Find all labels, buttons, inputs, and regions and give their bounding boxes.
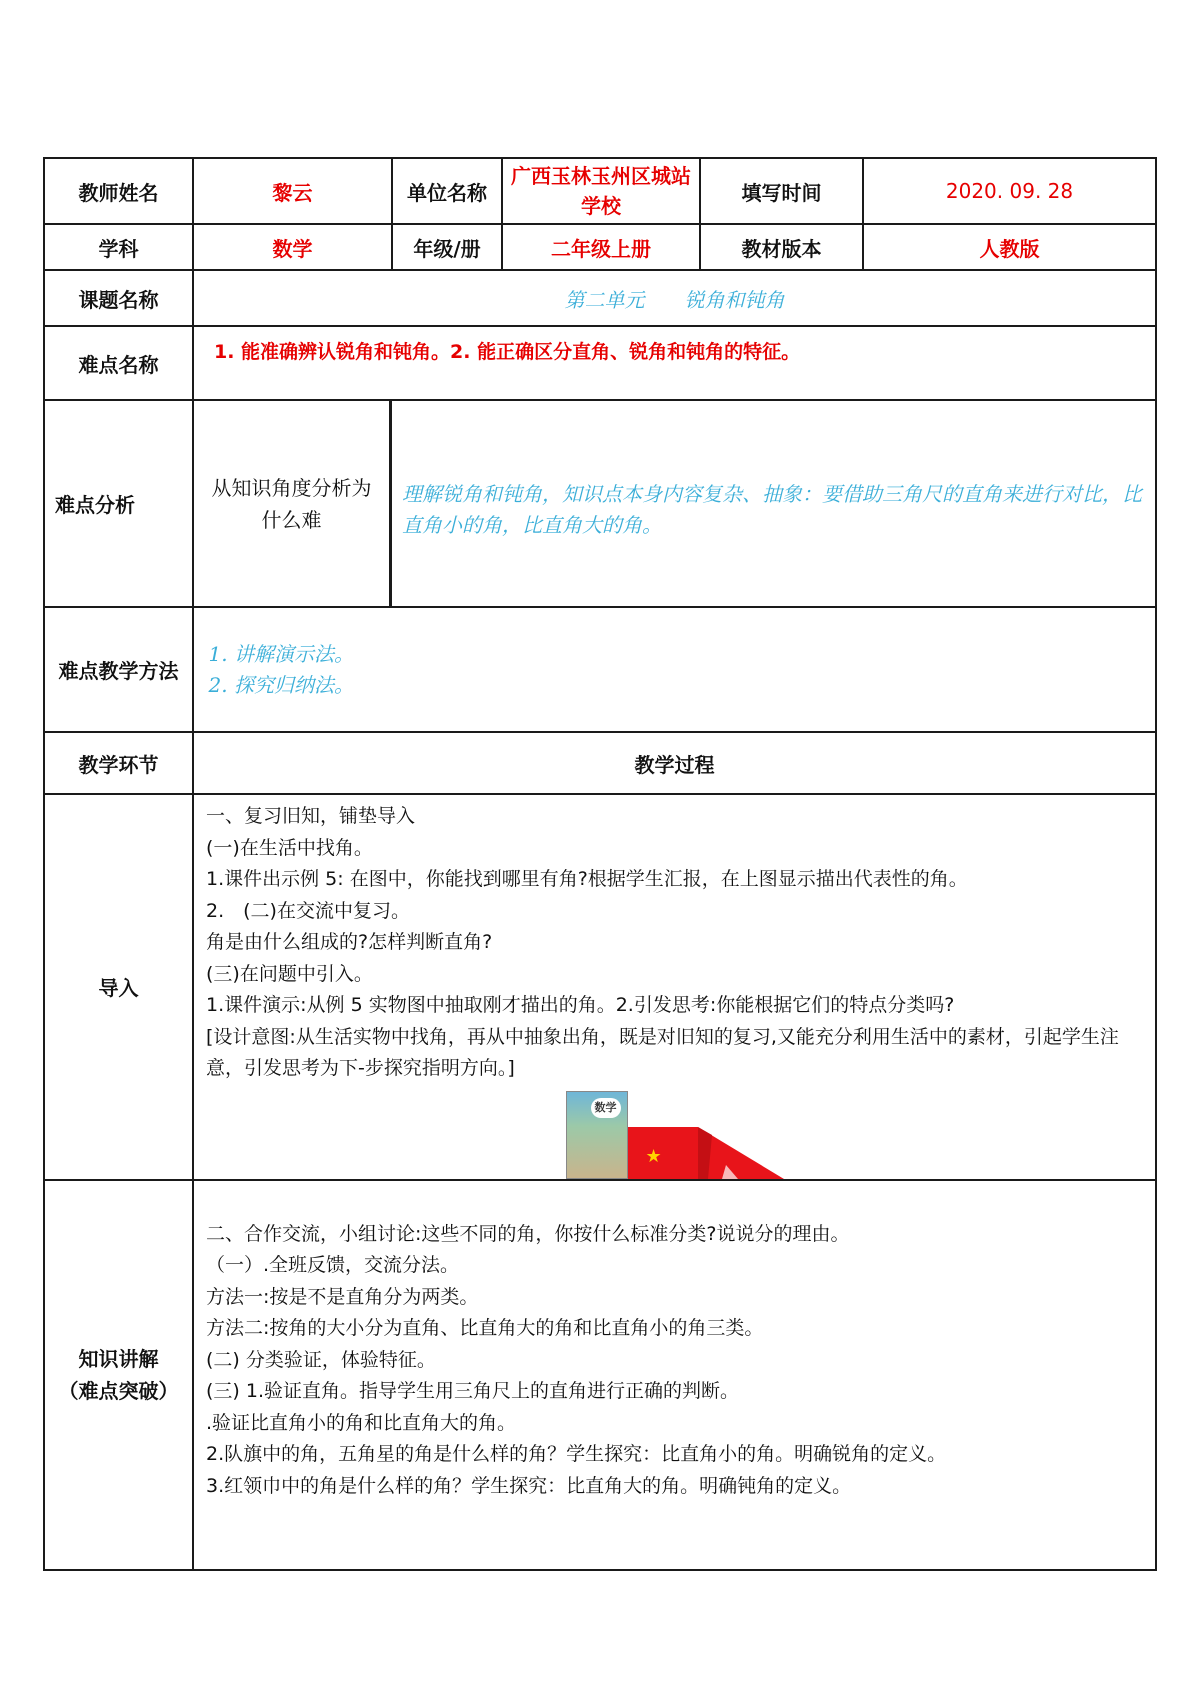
teacher-name-value: 黎云 xyxy=(193,158,392,224)
math-textbook-image xyxy=(566,1091,628,1179)
method-label: 难点教学方法 xyxy=(44,607,193,732)
knowledge-line: 二、合作交流，小组讨论:这些不同的角，你按什么标准分类?说说分的理由。 xyxy=(206,1222,850,1245)
knowledge-line: 方法一:按是不是直角分为两类。 xyxy=(206,1285,479,1308)
knowledge-label xyxy=(44,1180,193,1570)
subject-value: 数学 xyxy=(193,224,392,270)
process-stage-label: 教学环节 xyxy=(44,732,193,794)
edition-label: 教材版本 xyxy=(700,224,863,270)
difficulty-row xyxy=(44,326,1156,400)
difficulty-value: 1. 能准确辨认锐角和钝角。2. 能正确区分直角、锐角和钝角的特征。 xyxy=(193,326,1156,400)
intro-line: [设计意图:从生活实物中找角，再从中抽象出角，既是对旧知的复习,又能充分利用生活中的素材，引起学生注意，引发思考为下-步探究指明方向。] xyxy=(206,1025,1119,1079)
analysis-row xyxy=(44,400,1156,607)
header-row-1 xyxy=(44,158,1156,224)
knowledge-row xyxy=(44,1180,1156,1570)
knowledge-line: （一）.全班反馈，交流分法。 xyxy=(206,1254,460,1276)
method-item-1: 1. 讲解演示法。 xyxy=(234,639,1141,670)
knowledge-line: 方法二:按角的大小分为直角、比直角大的角和比直角小的角三类。 xyxy=(206,1317,764,1339)
edition-value: 人教版 xyxy=(863,224,1156,270)
intro-line: (三)在问题中引入。 xyxy=(206,962,373,985)
knowledge-line: 2.队旗中的角，五角星的角是什么样的角？学生探究：比直角小的角。明确锐角的定义。 xyxy=(206,1443,947,1465)
unit-name-value: 广西玉林玉州区城站学校 xyxy=(502,158,700,224)
knowledge-label-2: （难点突破） xyxy=(58,1378,179,1403)
knowledge-label-1: 知识讲解 xyxy=(78,1346,159,1371)
fill-date-value: 2020. 09. 28 xyxy=(863,158,1156,224)
difficulty-label: 难点名称 xyxy=(44,326,193,400)
knowledge-line: (三) 1.验证直角。指导学生用三角尺上的直角进行正确的判断。 xyxy=(206,1380,739,1402)
team-flag-image xyxy=(628,1127,698,1179)
grade-value: 二年级上册 xyxy=(502,224,700,270)
intro-line: 一、复习旧知，铺垫导入 xyxy=(206,805,416,827)
topic-row xyxy=(44,270,1156,326)
knowledge-line: 3.红领巾中的角是什么样的角？学生探究：比直角大的角。明确钝角的定义。 xyxy=(206,1474,852,1497)
analysis-label: 难点分析 xyxy=(44,400,193,607)
book-title: 数学 xyxy=(591,1098,621,1118)
analysis-value: 理解锐角和钝角，知识点本身内容复杂、抽象：要借助三角尺的直角来进行对比，比直角小的角，比直角大的角。 xyxy=(402,482,1142,537)
topic-value: 第二单元 锐角和钝角 xyxy=(193,270,1156,326)
unit-name-label: 单位名称 xyxy=(392,158,502,224)
star-icon: ★ xyxy=(645,1145,662,1167)
knowledge-line: (二) 分类验证，体验特征。 xyxy=(206,1348,436,1371)
intro-images xyxy=(206,1091,1143,1179)
analysis-cell xyxy=(193,400,1156,607)
intro-row xyxy=(44,794,1156,1180)
subject-label: 学科 xyxy=(44,224,193,270)
intro-line: 角是由什么组成的?怎样判断直角? xyxy=(206,931,493,953)
intro-line: (一)在生活中找角。 xyxy=(206,836,373,859)
intro-label: 导入 xyxy=(44,794,193,1180)
teacher-name-label: 教师姓名 xyxy=(44,158,193,224)
method-row xyxy=(44,607,1156,732)
intro-line: 2. (二)在交流中复习。 xyxy=(206,899,410,922)
intro-line: 1.课件出示例 5: 在图中，你能找到哪里有角?根据学生汇报，在上图显示描出代表性的角。 xyxy=(206,868,968,890)
method-list xyxy=(208,639,1141,701)
lesson-plan-table xyxy=(43,157,1157,1571)
red-scarf-image xyxy=(698,1127,784,1179)
topic-label: 课题名称 xyxy=(44,270,193,326)
header-row-2 xyxy=(44,224,1156,270)
analysis-sub-label: 从知识角度分析为什么难 xyxy=(194,401,392,606)
fill-date-label: 填写时间 xyxy=(700,158,863,224)
intro-content xyxy=(193,794,1156,1180)
method-item-2: 2. 探究归纳法。 xyxy=(234,670,1141,701)
knowledge-content xyxy=(193,1180,1156,1570)
process-header-row xyxy=(44,732,1156,794)
grade-label: 年级/册 xyxy=(392,224,502,270)
process-label: 教学过程 xyxy=(193,732,1156,794)
knowledge-line: .验证比直角小的角和比直角大的角。 xyxy=(206,1411,517,1434)
intro-line: 1.课件演示:从例 5 实物图中抽取刚才描出的角。2.引发思考:你能根据它们的特点分类吗? xyxy=(206,994,955,1016)
method-list-cell xyxy=(193,607,1156,732)
